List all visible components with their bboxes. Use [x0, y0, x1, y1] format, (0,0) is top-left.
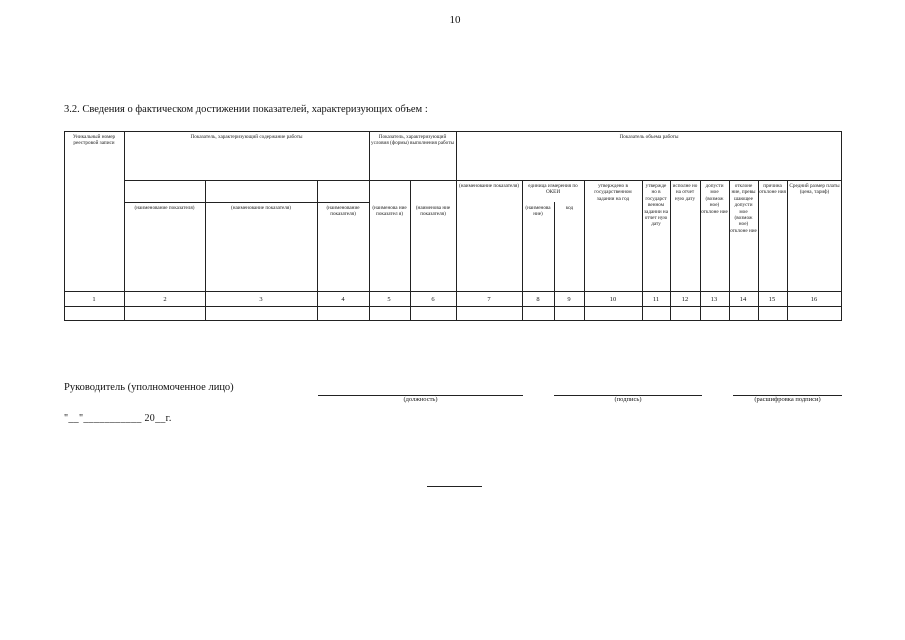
- table-col-rule: [787, 180, 788, 321]
- col-exceeding-deviation: отклоне ние, превы шающее допусти мое (возмож ное) отклоне ние: [730, 183, 757, 234]
- sublabel-indicator-name: (наименова ние показателя): [415, 205, 451, 218]
- footnote-rule: [427, 486, 482, 487]
- table-rule-numbers-bottom: [64, 306, 842, 307]
- header-conditions-indicator: Показатель, характеризующий условия (формы) выполнения работы: [371, 134, 454, 147]
- header-registry-number: Уникальный номер реестровой записи: [72, 134, 116, 147]
- table-border-top: [64, 131, 842, 132]
- table-col-rule: [317, 180, 318, 321]
- table-col-rule: [124, 131, 125, 321]
- column-number: 5: [387, 296, 391, 303]
- sublabel-indicator-name: (наименование показателя): [326, 205, 360, 218]
- sublabel-indicator-name: (наименование показателя): [134, 205, 195, 211]
- column-number: 7: [487, 296, 491, 303]
- table-col-rule: [410, 180, 411, 321]
- page-number: 10: [449, 14, 461, 26]
- col-okei-unit: единица измерения по ОКЕИ: [528, 183, 578, 196]
- table-col-rule: [205, 180, 206, 321]
- column-number: 15: [768, 296, 776, 303]
- sublabel-unit-code: код: [565, 205, 574, 211]
- column-number: 10: [609, 296, 617, 303]
- table-rule-subheader: [124, 180, 842, 181]
- table-border-bottom: [64, 320, 842, 321]
- table-col-rule: [584, 180, 585, 321]
- header-content-indicator: Показатель, характеризующий содержание работы: [190, 134, 303, 140]
- column-number: 1: [92, 296, 96, 303]
- column-number: 14: [739, 296, 747, 303]
- column-number: 13: [710, 296, 718, 303]
- column-number: 12: [681, 296, 689, 303]
- col-approved-year: утверждено в государственном задании на год: [594, 183, 632, 202]
- col-executed: исполне но на отчет ную дату: [672, 183, 698, 202]
- signature-caption: (подпись): [614, 396, 642, 403]
- table-border-right: [841, 131, 842, 321]
- sublabel-indicator-name: (наименование показателя): [231, 205, 291, 211]
- table-border-left: [64, 131, 65, 321]
- sublabel-indicator-name: (наименова ние показател я): [372, 205, 407, 218]
- table-col-rule: [369, 131, 370, 321]
- col-indicator-name: (наименование показателя): [459, 183, 519, 189]
- col-deviation-reason: причина отклоне ния: [759, 183, 786, 196]
- column-number: 6: [431, 296, 435, 303]
- col-average-fee: Средний размер платы (цена, тариф): [789, 183, 840, 196]
- table-col-rule: [554, 202, 555, 321]
- section-title: 3.2. Сведения о фактическом достижении показателей, характеризующих объем :: [64, 104, 428, 115]
- position-caption: (должность): [403, 396, 438, 403]
- column-number: 11: [652, 296, 660, 303]
- col-approved-report-date: утвержде но в государст венном задании на отчет ную дату: [644, 183, 668, 228]
- volume-indicators-table: [64, 131, 842, 321]
- column-number: 4: [341, 296, 345, 303]
- table-rule-numbers-top: [64, 291, 842, 292]
- header-volume-indicator: Показатель объема работы: [619, 134, 679, 140]
- col-allowed-deviation: допусти мое (возмож ное) отклоне ние: [701, 183, 728, 215]
- column-number: 16: [810, 296, 818, 303]
- sublabel-unit-name: (наименова ние): [525, 205, 551, 218]
- date-line: "__"___________ 20__г.: [64, 413, 172, 424]
- column-number: 8: [536, 296, 540, 303]
- column-number: 2: [163, 296, 167, 303]
- decoding-caption: (расшифровка подписи): [754, 396, 821, 403]
- head-label: Руководитель (уполномоченное лицо): [64, 382, 234, 393]
- table-col-rule: [456, 131, 457, 321]
- column-number: 3: [259, 296, 263, 303]
- table-rule-names: [124, 202, 370, 203]
- column-number: 9: [567, 296, 571, 303]
